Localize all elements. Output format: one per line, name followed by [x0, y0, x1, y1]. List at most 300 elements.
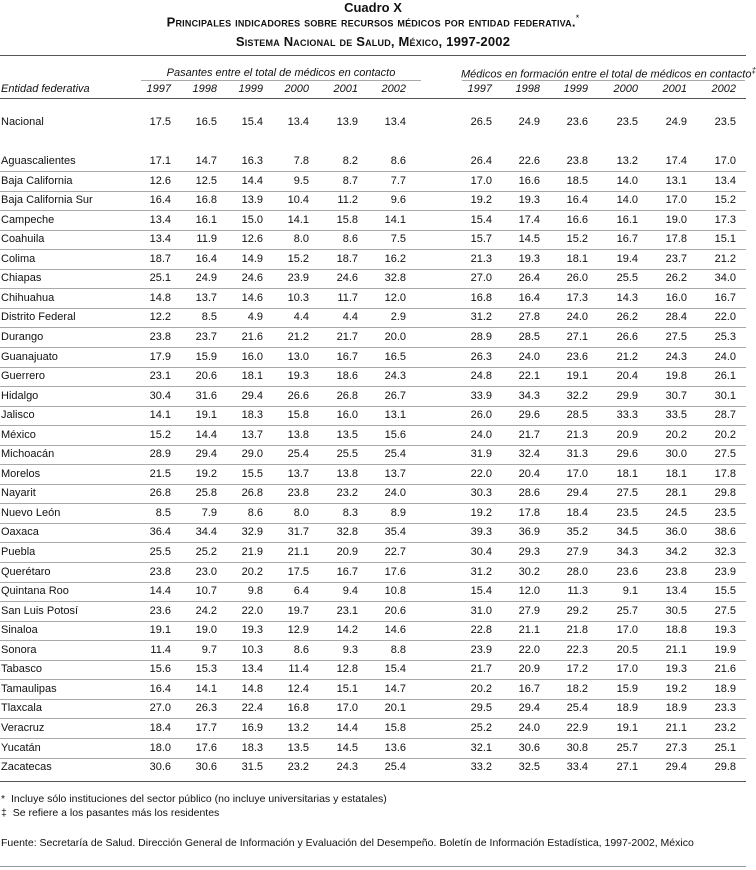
- table-cell: 36.4: [149, 526, 171, 538]
- table-cell: 18.3: [241, 409, 263, 421]
- row-separator: [0, 367, 746, 368]
- row-separator: [0, 210, 746, 211]
- table-cell: 15.2: [714, 194, 736, 206]
- table-cell: 26.4: [518, 272, 540, 284]
- row-entity-name: Jalisco: [1, 409, 35, 421]
- table-cell: 7.7: [390, 175, 406, 187]
- row-entity-name: Guerrero: [1, 370, 46, 382]
- table-cell: 9.5: [293, 175, 309, 187]
- table-cell: 13.9: [241, 194, 263, 206]
- table-cell: 8.2: [342, 155, 358, 167]
- table-cell: 20.0: [384, 331, 406, 343]
- table-cell: 15.2: [287, 253, 309, 265]
- table-cell: 24.0: [384, 487, 406, 499]
- table-cell: 8.9: [390, 507, 406, 519]
- table-cell: 30.6: [149, 761, 171, 773]
- table-cell: 32.9: [241, 526, 263, 538]
- table-cell: 19.3: [665, 663, 687, 675]
- table-cell: 14.4: [241, 175, 263, 187]
- row-entity-name: Baja California: [1, 175, 73, 187]
- table-cell: 19.3: [518, 194, 540, 206]
- table-cell: 26.2: [616, 311, 638, 323]
- table-cell: 21.7: [470, 663, 492, 675]
- table-cell: 2.9: [390, 311, 406, 323]
- table-cell: 17.4: [518, 214, 540, 226]
- table-cell: 11.3: [567, 585, 588, 597]
- row-entity-name: Yucatán: [1, 742, 41, 754]
- table-cell: 27.1: [566, 331, 588, 343]
- table-cell: 19.4: [616, 253, 638, 265]
- table-subtitle-2: Sistema Nacional de Salud, México, 1997-2002: [235, 34, 511, 49]
- table-cell: 7.5: [390, 233, 406, 245]
- table-cell: 31.0: [470, 605, 492, 617]
- table-cell: 18.1: [665, 468, 687, 480]
- table-cell: 10.7: [195, 585, 217, 597]
- row-entity-name: Coahuila: [1, 233, 45, 245]
- table-cell: 15.3: [195, 663, 217, 675]
- table-cell: 29.6: [616, 448, 638, 460]
- table-cell: 16.0: [336, 409, 358, 421]
- table-cell: 19.7: [287, 605, 309, 617]
- footnote-text: Se refiere a los pasantes más los residentes: [12, 807, 220, 819]
- table-cell: 12.0: [518, 585, 540, 597]
- table-cell: 24.5: [665, 507, 687, 519]
- table-cell: 23.8: [566, 155, 588, 167]
- table-cell: 31.5: [241, 761, 263, 773]
- row-separator: [0, 171, 746, 172]
- table-cell: 18.9: [714, 683, 736, 695]
- table-cell: 11.2: [337, 194, 358, 206]
- table-cell: 7.8: [293, 155, 309, 167]
- year-header: 1997: [146, 83, 171, 95]
- table-cell: 18.0: [149, 742, 171, 754]
- table-cell: 20.5: [616, 644, 638, 656]
- table-cell: 30.8: [566, 742, 588, 754]
- row-separator: [0, 660, 746, 661]
- table-cell: 21.1: [665, 722, 687, 734]
- table-cell: 19.0: [195, 624, 217, 636]
- table-cell: 19.0: [665, 214, 687, 226]
- table-cell: 17.9: [149, 351, 171, 363]
- table-cell: 13.4: [149, 214, 171, 226]
- table-cell: 26.3: [195, 702, 217, 714]
- table-cell: 26.3: [470, 351, 492, 363]
- row-separator: [0, 308, 746, 309]
- table-cell: 8.6: [390, 155, 406, 167]
- table-cell: 21.7: [518, 429, 540, 441]
- table-cell: 29.4: [566, 487, 588, 499]
- table-cell: 28.5: [518, 331, 540, 343]
- row-separator: [0, 347, 746, 348]
- row-separator: [0, 425, 746, 426]
- table-cell: 16.4: [566, 194, 588, 206]
- table-cell: 24.0: [714, 351, 736, 363]
- table-cell: 16.8: [287, 702, 309, 714]
- year-header: 1999: [238, 83, 263, 95]
- table-cell: 30.4: [470, 546, 492, 558]
- table-cell: 26.7: [384, 390, 406, 402]
- table-cell: 29.4: [518, 702, 540, 714]
- table-cell: 29.5: [470, 702, 492, 714]
- table-cell: 17.6: [195, 742, 217, 754]
- row-entity-name: Quintana Roo: [1, 585, 69, 597]
- row-separator: [0, 191, 746, 192]
- national-name: Nacional: [1, 116, 44, 128]
- table-cell: 9.7: [201, 644, 217, 656]
- table-cell: 13.8: [287, 429, 309, 441]
- table-bottom-rule: [0, 781, 746, 782]
- table-cell: 23.6: [616, 566, 638, 578]
- table-cell: 26.8: [336, 390, 358, 402]
- table-cell: 35.2: [566, 526, 588, 538]
- table-cell: 27.0: [149, 702, 171, 714]
- table-cell: 16.0: [241, 351, 263, 363]
- table-cell: 15.7: [470, 233, 492, 245]
- year-header: 2001: [333, 83, 358, 95]
- table-cell: 14.0: [616, 175, 638, 187]
- table-cell: 14.4: [336, 722, 358, 734]
- table-cell: 31.9: [470, 448, 492, 460]
- table-cell: 31.6: [195, 390, 217, 402]
- table-cell: 13.4: [149, 233, 171, 245]
- table-cell: 15.6: [384, 429, 406, 441]
- table-cell: 29.2: [566, 605, 588, 617]
- table-cell: 33.9: [470, 390, 492, 402]
- table-cell: 36.9: [518, 526, 540, 538]
- table-cell: 10.4: [287, 194, 309, 206]
- year-header: 2002: [711, 83, 736, 95]
- table-cell: 20.9: [518, 663, 540, 675]
- table-cell: 16.1: [195, 214, 217, 226]
- table-cell: 30.5: [665, 605, 687, 617]
- row-entity-name: Distrito Federal: [1, 311, 76, 323]
- table-cell: 38.6: [714, 526, 736, 538]
- table-cell: 17.0: [616, 624, 638, 636]
- table-cell: 13.1: [384, 409, 406, 421]
- table-cell: 17.0: [616, 663, 638, 675]
- row-separator: [0, 445, 746, 446]
- table-cell: 18.7: [336, 253, 358, 265]
- row-entity-name: Veracruz: [1, 722, 45, 734]
- table-cell: 16.4: [149, 683, 171, 695]
- table-cell: 15.4: [470, 214, 492, 226]
- table-cell: 17.0: [566, 468, 588, 480]
- table-cell: 17.1: [149, 155, 171, 167]
- year-header: 1999: [563, 83, 588, 95]
- table-cell: 27.5: [714, 605, 736, 617]
- row-separator: [0, 327, 746, 328]
- table-cell: 8.7: [342, 175, 358, 187]
- table-cell: 9.1: [622, 585, 638, 597]
- table-cell: 12.5: [195, 175, 217, 187]
- row-entity-name: Guanajuato: [1, 351, 58, 363]
- year-header: 2001: [662, 83, 687, 95]
- table-cell: 9.3: [342, 644, 358, 656]
- table-cell: 21.3: [566, 429, 588, 441]
- table-cell: 24.0: [470, 429, 492, 441]
- table-cell: 22.9: [566, 722, 588, 734]
- table-cell: 16.7: [336, 351, 358, 363]
- table-cell: 20.4: [518, 468, 540, 480]
- table-cell: 23.6: [566, 116, 588, 128]
- table-cell: 23.2: [287, 761, 309, 773]
- row-separator: [0, 523, 746, 524]
- table-cell: 16.8: [470, 292, 492, 304]
- table-cell: 18.4: [566, 507, 588, 519]
- table-cell: 8.6: [342, 233, 358, 245]
- table-cell: 10.3: [241, 644, 263, 656]
- table-cell: 14.7: [195, 155, 217, 167]
- table-cell: 15.8: [336, 214, 358, 226]
- table-cell: 23.5: [714, 116, 736, 128]
- table-cell: 16.7: [518, 683, 540, 695]
- row-separator: [0, 542, 746, 543]
- table-cell: 34.2: [665, 546, 687, 558]
- table-cell: 23.1: [149, 370, 171, 382]
- row-entity-name: Puebla: [1, 546, 36, 558]
- table-cell: 16.7: [336, 566, 358, 578]
- table-cell: 21.5: [149, 468, 171, 480]
- footnote-2: [1, 807, 219, 819]
- table-cell: 22.0: [241, 605, 263, 617]
- table-cell: 12.2: [149, 311, 171, 323]
- table-cell: 9.8: [247, 585, 263, 597]
- table-title: Cuadro X: [344, 0, 402, 15]
- table-cell: 21.7: [336, 331, 358, 343]
- table-cell: 23.9: [287, 272, 309, 284]
- table-cell: 26.6: [287, 390, 309, 402]
- table-cell: 13.9: [336, 116, 358, 128]
- table-cell: 13.7: [195, 292, 217, 304]
- table-cell: 32.3: [714, 546, 736, 558]
- table-cell: 25.1: [149, 272, 171, 284]
- table-cell: 23.2: [714, 722, 736, 734]
- table-cell: 19.1: [566, 370, 588, 382]
- table-cell: 19.2: [470, 507, 492, 519]
- table-cell: 13.4: [241, 663, 263, 675]
- row-entity-name: Nayarit: [1, 487, 36, 499]
- table-cell: 23.1: [336, 605, 358, 617]
- table-cell: 31.2: [470, 311, 492, 323]
- table-cell: 19.1: [149, 624, 171, 636]
- table-cell: 13.0: [287, 351, 309, 363]
- table-cell: 16.6: [518, 175, 540, 187]
- table-cell: 23.9: [470, 644, 492, 656]
- table-cell: 19.8: [665, 370, 687, 382]
- table-cell: 22.6: [518, 155, 540, 167]
- table-cell: 15.8: [384, 722, 406, 734]
- row-entity-name: Sonora: [1, 644, 37, 656]
- table-cell: 15.5: [714, 585, 736, 597]
- table-cell: 19.2: [195, 468, 217, 480]
- table-cell: 30.4: [149, 390, 171, 402]
- table-cell: 17.3: [714, 214, 736, 226]
- table-cell: 18.5: [566, 175, 588, 187]
- group2-rule: [462, 80, 745, 81]
- table-cell: 19.3: [287, 370, 309, 382]
- table-cell: 10.3: [287, 292, 309, 304]
- table-cell: 18.9: [616, 702, 638, 714]
- table-cell: 27.5: [616, 487, 638, 499]
- table-cell: 28.7: [714, 409, 736, 421]
- table-cell: 22.8: [470, 624, 492, 636]
- bottom-rule: [0, 866, 746, 867]
- row-separator: [0, 758, 746, 759]
- row-entity-name: Tabasco: [1, 663, 42, 675]
- table-cell: 28.4: [665, 311, 687, 323]
- table-cell: 14.1: [195, 683, 217, 695]
- table-cell: 18.3: [241, 742, 263, 754]
- header-rule: [0, 98, 746, 99]
- table-cell: 34.4: [195, 526, 217, 538]
- table-cell: 15.4: [470, 585, 492, 597]
- year-header: 1998: [192, 83, 217, 95]
- table-cell: 25.4: [566, 702, 588, 714]
- table-cell: 8.0: [293, 233, 309, 245]
- table-cell: 13.7: [287, 468, 309, 480]
- table-cell: 17.5: [149, 116, 171, 128]
- table-cell: 9.6: [390, 194, 406, 206]
- group2-label: [461, 66, 756, 81]
- table-cell: 25.5: [616, 272, 638, 284]
- table-cell: 13.8: [336, 468, 358, 480]
- row-separator: [0, 386, 746, 387]
- table-cell: 15.1: [336, 683, 358, 695]
- table-cell: 31.3: [566, 448, 588, 460]
- table-cell: 18.4: [149, 722, 171, 734]
- table-cell: 20.2: [665, 429, 687, 441]
- table-cell: 28.0: [566, 566, 588, 578]
- row-separator: [0, 718, 746, 719]
- table-cell: 25.8: [195, 487, 217, 499]
- table-cell: 17.4: [665, 155, 687, 167]
- table-cell: 30.7: [665, 390, 687, 402]
- table-cell: 16.2: [384, 253, 406, 265]
- row-entity-name: Michoacán: [1, 448, 55, 460]
- table-cell: 20.6: [195, 370, 217, 382]
- table-cell: 24.3: [384, 370, 406, 382]
- table-cell: 20.1: [384, 702, 406, 714]
- table-cell: 19.1: [195, 409, 217, 421]
- table-cell: 27.5: [665, 331, 687, 343]
- table-cell: 13.1: [665, 175, 687, 187]
- table-cell: 22.0: [714, 311, 736, 323]
- table-cell: 12.6: [149, 175, 171, 187]
- table-cell: 23.5: [714, 507, 736, 519]
- subtitle-mark: *: [575, 13, 580, 23]
- table-cell: 14.7: [384, 683, 406, 695]
- table-cell: 24.6: [241, 272, 263, 284]
- table-cell: 23.8: [287, 487, 309, 499]
- row-entity-name: Durango: [1, 331, 44, 343]
- table-cell: 29.4: [195, 448, 217, 460]
- table-cell: 16.3: [241, 155, 263, 167]
- row-separator: [0, 249, 746, 250]
- table-cell: 21.3: [470, 253, 492, 265]
- table-cell: 22.3: [566, 644, 588, 656]
- table-subtitle: [0, 13, 746, 29]
- table-cell: 8.5: [201, 311, 217, 323]
- table-cell: 12.9: [287, 624, 309, 636]
- table-cell: 23.7: [665, 253, 687, 265]
- table-cell: 26.0: [470, 409, 492, 421]
- table-cell: 21.6: [241, 331, 263, 343]
- table-cell: 11.4: [150, 644, 171, 656]
- table-cell: 24.0: [566, 311, 588, 323]
- table-cell: 25.4: [384, 448, 406, 460]
- table-cell: 23.5: [616, 507, 638, 519]
- table-cell: 24.9: [195, 272, 217, 284]
- table-cell: 11.4: [288, 663, 309, 675]
- table-cell: 17.0: [336, 702, 358, 714]
- table-cell: 13.7: [241, 429, 263, 441]
- row-separator: [0, 562, 746, 563]
- table-cell: 14.6: [384, 624, 406, 636]
- table-cell: 4.4: [293, 311, 309, 323]
- table-cell: 13.5: [287, 742, 309, 754]
- table-cell: 17.8: [714, 468, 736, 480]
- table-cell: 18.1: [616, 468, 638, 480]
- table-cell: 25.2: [470, 722, 492, 734]
- table-cell: 25.4: [287, 448, 309, 460]
- table-cell: 18.2: [566, 683, 588, 695]
- table-cell: 26.0: [566, 272, 588, 284]
- table-cell: 20.9: [336, 546, 358, 558]
- table-cell: 6.4: [293, 585, 309, 597]
- table-cell: 32.2: [566, 390, 588, 402]
- table-cell: 15.9: [195, 351, 217, 363]
- table-cell: 26.5: [470, 116, 492, 128]
- table-cell: 16.4: [149, 194, 171, 206]
- table-cell: 14.2: [336, 624, 358, 636]
- table-cell: 19.3: [714, 624, 736, 636]
- row-entity-name: Chiapas: [1, 272, 42, 284]
- table-cell: 23.2: [336, 487, 358, 499]
- table-cell: 14.4: [195, 429, 217, 441]
- table-cell: 26.2: [665, 272, 687, 284]
- table-cell: 26.1: [714, 370, 736, 382]
- row-separator: [0, 621, 746, 622]
- table-cell: 39.3: [470, 526, 492, 538]
- table-cell: 23.6: [566, 351, 588, 363]
- table-cell: 20.2: [714, 429, 736, 441]
- group2-label-mark: ‡: [751, 66, 756, 75]
- table-cell: 13.6: [384, 742, 406, 754]
- row-separator: [0, 738, 746, 739]
- footnote-text: Incluye sólo instituciones del sector público (no incluye universitarias y estatales): [10, 793, 387, 805]
- table-cell: 24.2: [195, 605, 217, 617]
- group2-label-text: Médicos en formación entre el total de médicos en contacto: [461, 68, 752, 81]
- table-cell: 15.4: [384, 663, 406, 675]
- table-cell: 24.3: [336, 761, 358, 773]
- table-cell: 12.4: [287, 683, 309, 695]
- table-cell: 10.8: [384, 585, 406, 597]
- table-cell: 24.6: [336, 272, 358, 284]
- table-cell: 8.5: [155, 507, 171, 519]
- table-cell: 17.0: [665, 194, 687, 206]
- row-separator: [0, 230, 746, 231]
- table-cell: 16.5: [195, 116, 217, 128]
- table-cell: 22.0: [518, 644, 540, 656]
- table-cell: 16.9: [241, 722, 263, 734]
- table-cell: 15.8: [287, 409, 309, 421]
- table-cell: 19.2: [470, 194, 492, 206]
- table-cell: 23.0: [195, 566, 217, 578]
- table-cell: 21.1: [665, 644, 687, 656]
- table-cell: 21.9: [241, 546, 263, 558]
- year-header: 2002: [381, 83, 406, 95]
- table-cell: 15.2: [149, 429, 171, 441]
